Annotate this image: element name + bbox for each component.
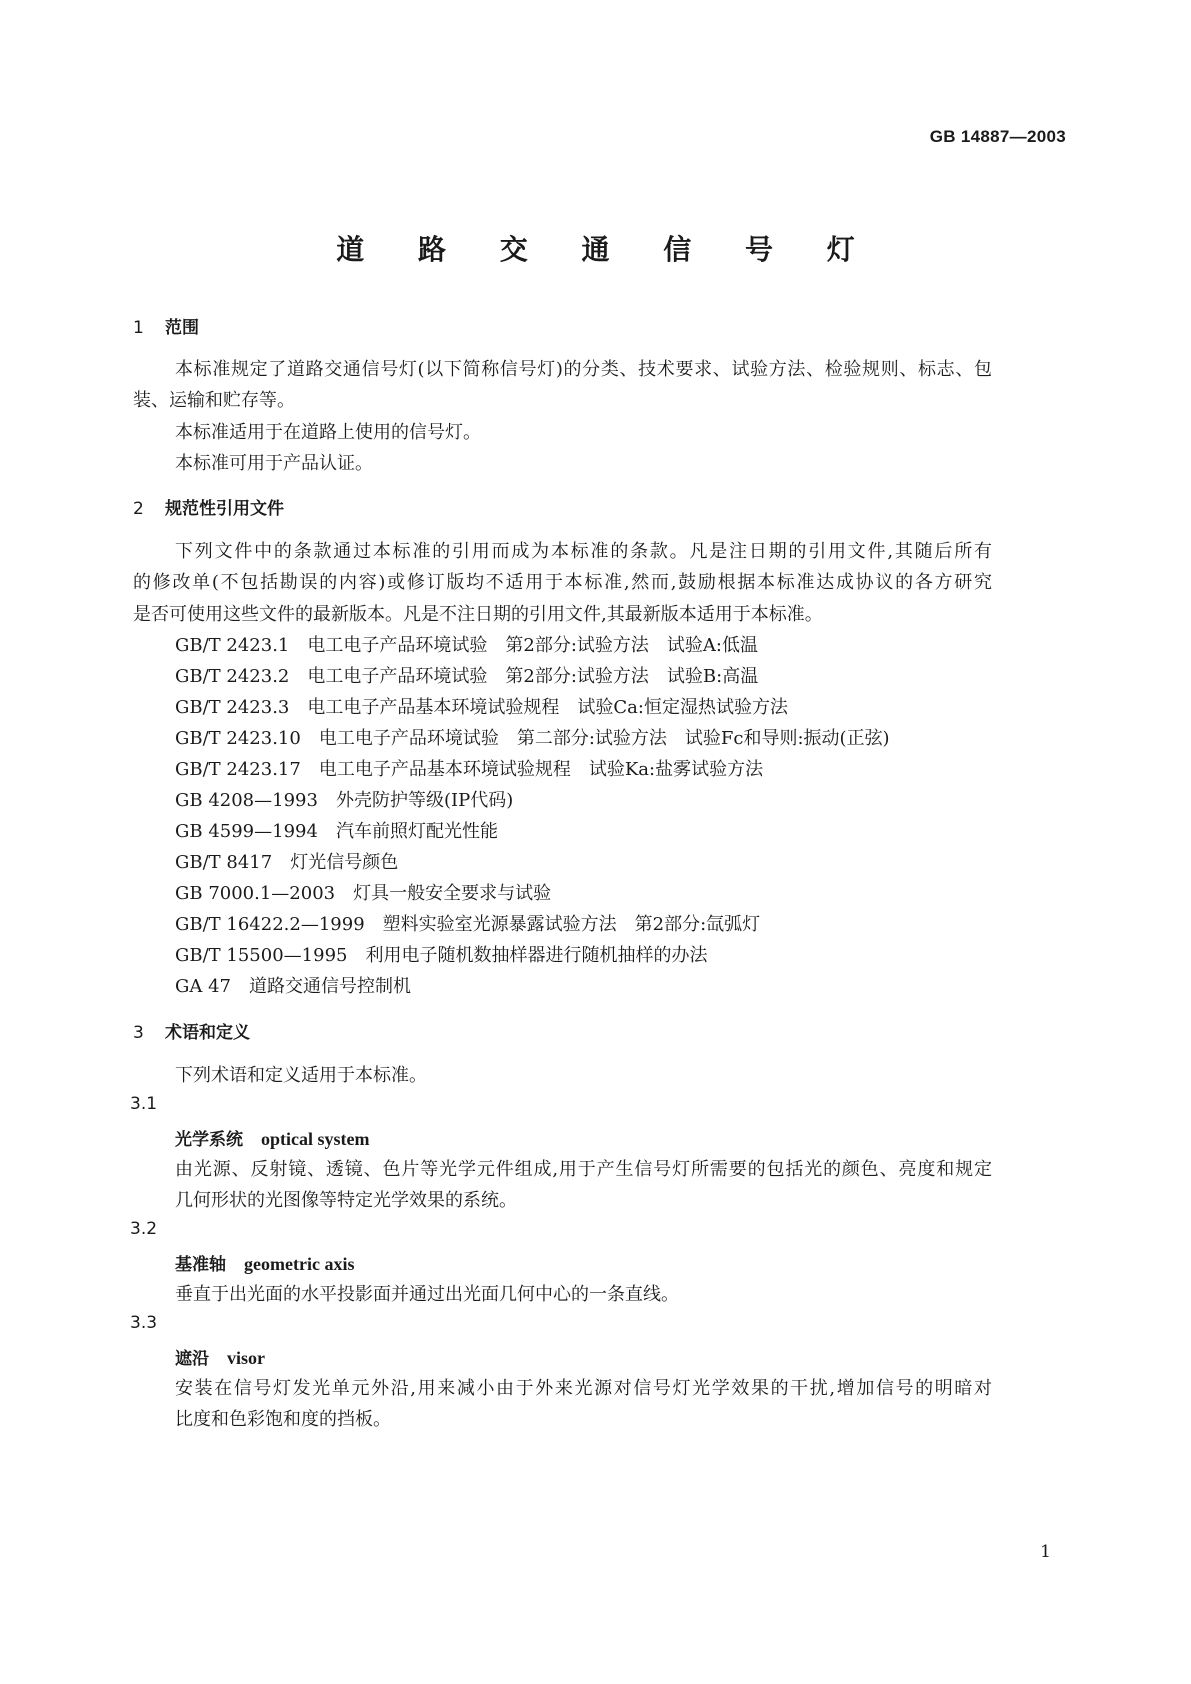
- reference-title: 电工电子产品环境试验 第2部分:试验方法 试验B:高温: [307, 666, 759, 687]
- section-number: 1: [133, 318, 144, 338]
- term-definition-line: 由光源、反射镜、透镜、色片等光学元件组成,用于产生信号灯所需要的包括光的颜色、亮度和规定: [175, 1159, 992, 1180]
- paragraph-line: 本标准规定了道路交通信号灯(以下简称信号灯)的分类、技术要求、试验方法、检验规则、标志、包: [175, 359, 992, 380]
- reference-code: GB/T 2423.10: [175, 728, 301, 749]
- section-title: 规范性引用文件: [165, 499, 284, 519]
- reference-item: [175, 972, 411, 998]
- term-name-en: optical system: [261, 1129, 370, 1149]
- page-number: 1: [1040, 1542, 1051, 1562]
- term-number: 3.3: [130, 1313, 158, 1333]
- reference-item: [175, 817, 498, 843]
- paragraph-line: 装、运输和贮存等。: [133, 390, 295, 411]
- reference-code: GB/T 16422.2—1999: [175, 914, 365, 935]
- reference-code: GB/T 2423.3: [175, 697, 290, 718]
- page-title: 道 路 交 通 信 号 灯: [336, 233, 877, 266]
- term-name: [175, 1125, 369, 1150]
- paragraph: 本标准适用于在道路上使用的信号灯。: [175, 422, 481, 443]
- reference-code: GB/T 2423.2: [175, 666, 290, 687]
- term-definition-line: 比度和色彩饱和度的挡板。: [175, 1409, 391, 1430]
- reference-code: GB/T 8417: [175, 852, 273, 873]
- section-number: 2: [133, 499, 144, 519]
- reference-item: [175, 786, 513, 812]
- reference-title: 外壳防护等级(IP代码): [335, 790, 514, 811]
- paragraph-line: 下列文件中的条款通过本标准的引用而成为本标准的条款。凡是注日期的引用文件,其随后所有: [175, 541, 992, 562]
- reference-code: GB/T 15500—1995: [175, 945, 348, 966]
- reference-title: 灯具一般安全要求与试验: [353, 883, 552, 904]
- reference-code: GA 47: [175, 976, 232, 997]
- section-title: 术语和定义: [165, 1023, 250, 1043]
- term-name-zh: 基准轴: [175, 1255, 226, 1275]
- reference-title: 灯光信号颜色: [290, 852, 399, 873]
- term-name-en: visor: [227, 1348, 265, 1368]
- section-1-heading: [133, 313, 199, 338]
- reference-title: 汽车前照灯配光性能: [335, 821, 498, 842]
- reference-title: 电工电子产品环境试验 第2部分:试验方法 试验A:低温: [307, 635, 758, 656]
- paragraph-line: 的修改单(不包括勘误的内容)或修订版均不适用于本标准,然而,鼓励根据本标准达成协议的各方研究: [133, 572, 992, 593]
- standard-code: GB 14887—2003: [929, 127, 1066, 146]
- section-number: 3: [133, 1023, 144, 1043]
- term-name-zh: 遮沿: [175, 1349, 209, 1369]
- reference-item: [175, 910, 760, 936]
- term-name: [175, 1344, 265, 1369]
- reference-title: 电工电子产品环境试验 第二部分:试验方法 试验Fc和导则:振动(正弦): [318, 728, 890, 749]
- reference-item: [175, 879, 551, 905]
- section-3-heading: [133, 1018, 250, 1043]
- term-definition-line: 几何形状的光图像等特定光学效果的系统。: [175, 1190, 517, 1211]
- term-name: [175, 1250, 354, 1275]
- paragraph: 本标准可用于产品认证。: [175, 453, 373, 474]
- reference-title: 利用电子随机数抽样器进行随机抽样的办法: [365, 945, 708, 966]
- term-definition-line: 安装在信号灯发光单元外沿,用来减小由于外来光源对信号灯光学效果的干扰,增加信号的明暗对: [175, 1378, 992, 1399]
- reference-code: GB 4208—1993: [175, 790, 318, 811]
- reference-code: GB/T 2423.17: [175, 759, 301, 780]
- reference-item: [175, 848, 398, 874]
- term-number: 3.2: [130, 1219, 158, 1239]
- reference-item: [175, 631, 758, 657]
- reference-item: [175, 755, 763, 781]
- term-name-zh: 光学系统: [175, 1130, 243, 1150]
- reference-code: GB/T 2423.1: [175, 635, 290, 656]
- reference-code: GB 7000.1—2003: [175, 883, 336, 904]
- reference-item: [175, 724, 890, 750]
- section-2-heading: [133, 494, 284, 519]
- reference-title: 道路交通信号控制机: [249, 976, 412, 997]
- reference-item: [175, 693, 788, 719]
- term-definition-line: 垂直于出光面的水平投影面并通过出光面几何中心的一条直线。: [175, 1284, 679, 1305]
- reference-title: 塑料实验室光源暴露试验方法 第2部分:氙弧灯: [382, 914, 761, 935]
- reference-item: [175, 941, 707, 967]
- term-name-en: geometric axis: [244, 1254, 355, 1274]
- term-number: 3.1: [130, 1094, 158, 1114]
- paragraph-line: 是否可使用这些文件的最新版本。凡是不注日期的引用文件,其最新版本适用于本标准。: [133, 604, 823, 625]
- reference-title: 电工电子产品基本环境试验规程 试验Ka:盐雾试验方法: [318, 759, 764, 780]
- reference-code: GB 4599—1994: [175, 821, 318, 842]
- section-title: 范围: [165, 318, 199, 338]
- reference-title: 电工电子产品基本环境试验规程 试验Ca:恒定湿热试验方法: [307, 697, 788, 718]
- paragraph: 下列术语和定义适用于本标准。: [175, 1065, 427, 1086]
- reference-item: [175, 662, 758, 688]
